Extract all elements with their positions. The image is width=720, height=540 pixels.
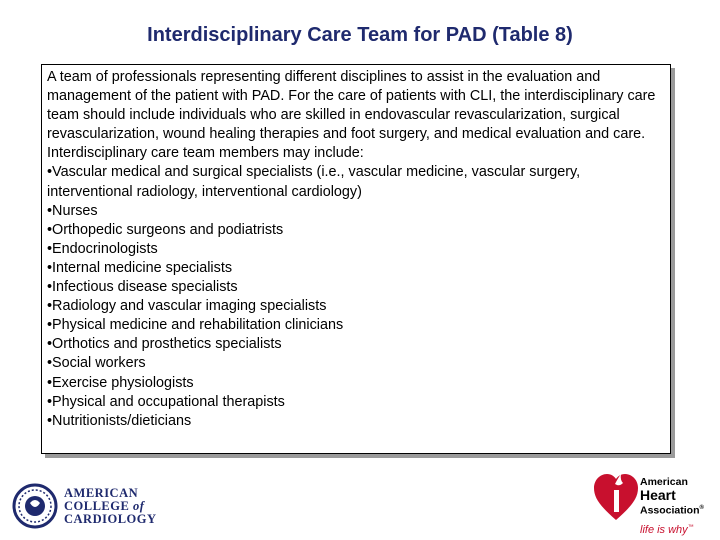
description-paragraph: A team of professionals representing different disciplines to assist in the evaluation and management of the patient with PAD. For the care of patients with CLI, the interdisciplinary care team should include individuals who are skilled in endovascular revascularization, surgical revascularization, wound healing therapies and foot surgery, and medical evaluation and care. xyxy=(47,69,656,143)
aha-tagline-tm: ™ xyxy=(687,524,694,531)
acc-line3: CARDIOLOGY xyxy=(64,512,157,526)
aha-line3: Association xyxy=(640,504,700,517)
aha-line2: Heart xyxy=(640,487,676,503)
list-item: • Physical medicine and rehabilitation clinicians xyxy=(47,316,665,335)
list-item: • Exercise physiologists xyxy=(47,374,665,393)
acc-line2a: COLLEGE xyxy=(64,499,130,513)
list-item: • Nurses xyxy=(47,202,665,221)
acc-line1: AMERICAN xyxy=(64,486,139,500)
list-item: • Social workers xyxy=(47,354,665,373)
table-box xyxy=(41,64,671,454)
list-item: • Nutritionists/dieticians xyxy=(47,412,665,431)
page-title: Interdisciplinary Care Team for PAD (Table 8) xyxy=(147,24,573,46)
aha-line1: American xyxy=(640,476,688,488)
acc-seal-icon xyxy=(12,483,58,529)
aha-tagline: life is why xyxy=(640,524,688,536)
members-intro: Interdisciplinary care team members may include: xyxy=(47,145,364,162)
list-item: • Internal medicine specialists xyxy=(47,259,665,278)
list-item: • Radiology and vascular imaging specialists xyxy=(47,297,665,316)
list-item: • Endocrinologists xyxy=(47,240,665,259)
members-list xyxy=(47,163,665,430)
aha-logo xyxy=(594,470,720,540)
list-item: • Orthotics and prosthetics specialists xyxy=(47,335,665,354)
acc-logo xyxy=(12,483,162,531)
aha-registered: ® xyxy=(699,505,704,511)
acc-line2b: of xyxy=(132,499,145,513)
heart-torch-icon xyxy=(594,472,638,524)
list-item: • Physical and occupational therapists xyxy=(47,393,665,412)
list-item: • Orthopedic surgeons and podiatrists xyxy=(47,221,665,240)
list-item: • Infectious disease specialists xyxy=(47,278,665,297)
list-item: • Vascular medical and surgical specialists (i.e., vascular medicine, vascular surgery, interventional radiology, interventional cardiology) xyxy=(47,163,665,201)
